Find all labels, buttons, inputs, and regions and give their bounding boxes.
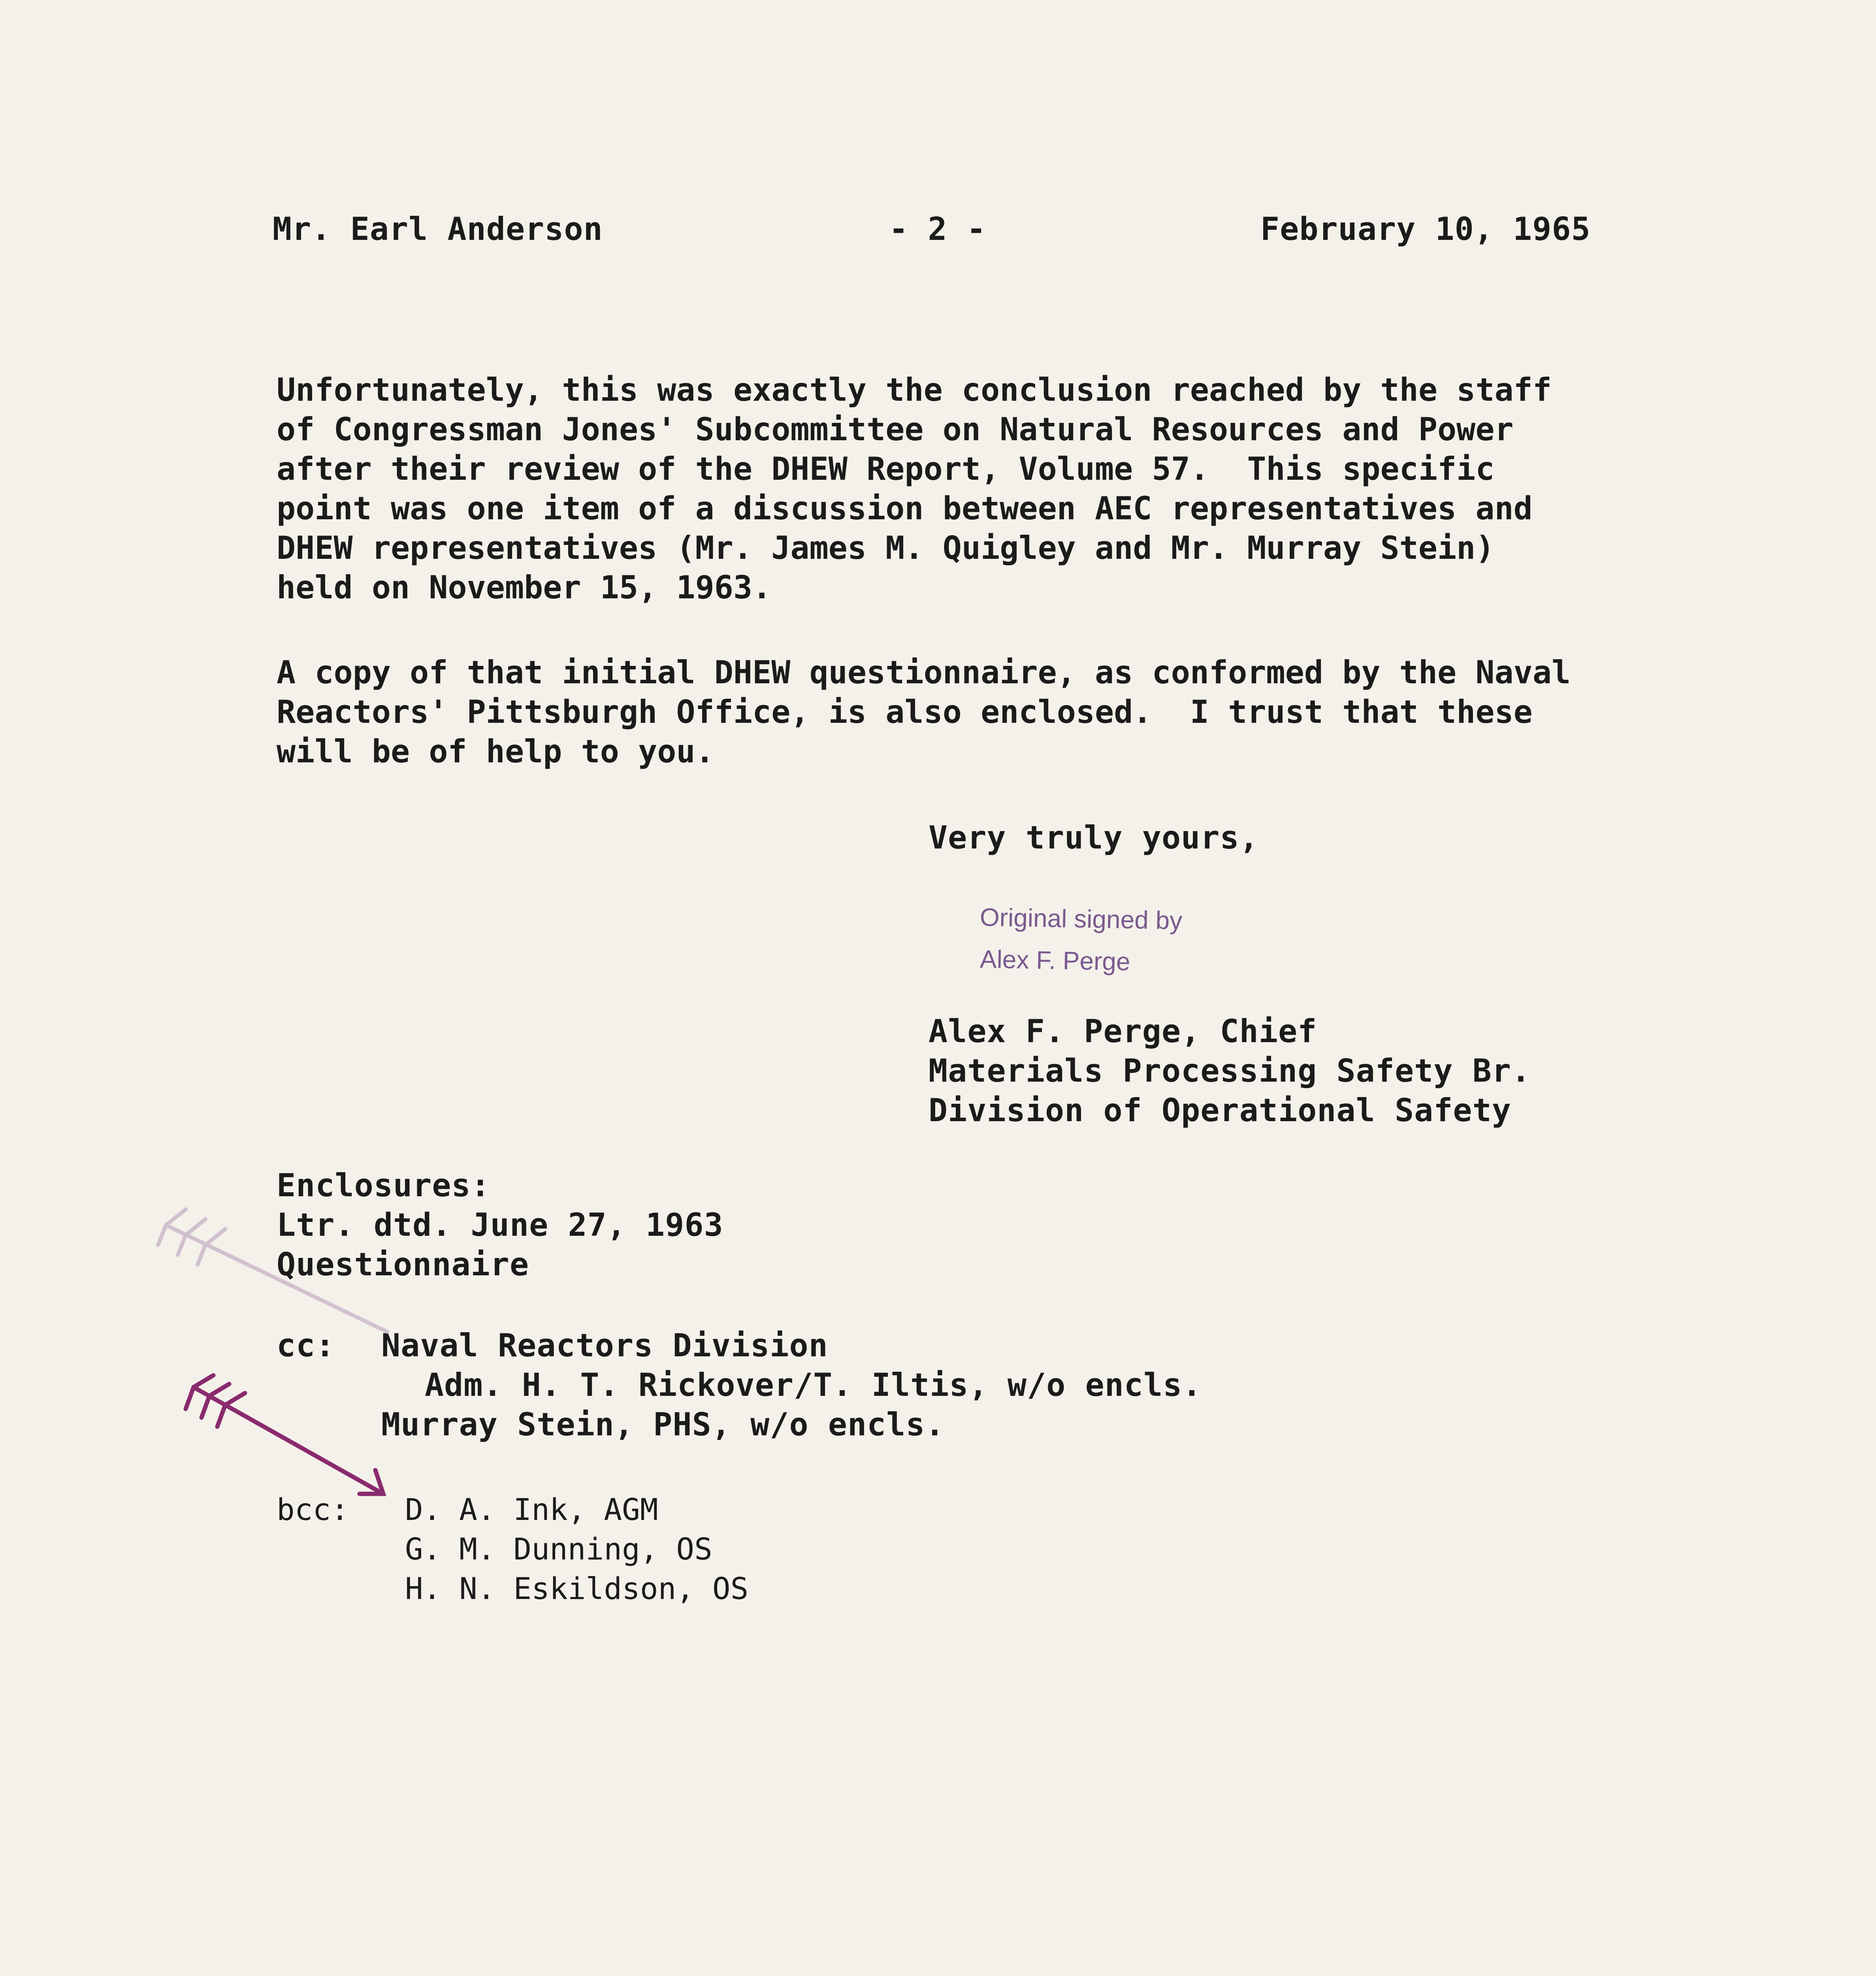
paragraph-line: after their review of the DHEW Report, Volume 57. This specific	[277, 451, 1495, 487]
paragraph-line: point was one item of a discussion between AEC representatives and	[277, 490, 1533, 527]
header-recipient: Mr. Earl Anderson	[273, 211, 603, 247]
signer-name-title: Alex F. Perge, Chief	[929, 1013, 1317, 1050]
closing-salutation: Very truly yours,	[929, 819, 1259, 856]
purple-arrow-icon	[178, 1371, 399, 1514]
enclosure-item: Ltr. dtd. June 27, 1963	[277, 1207, 723, 1243]
signer-branch: Materials Processing Safety Br.	[929, 1052, 1531, 1089]
cc-item: Adm. H. T. Rickover/T. Iltis, w/o encls.	[425, 1367, 1202, 1403]
cc-item: Naval Reactors Division	[381, 1327, 828, 1364]
paragraph-line: held on November 15, 1963.	[277, 569, 772, 606]
paragraph-line: will be of help to you.	[277, 733, 714, 770]
bcc-label: bcc:	[277, 1492, 349, 1527]
paragraph-line: A copy of that initial DHEW questionnaire, as conformed by the Naval	[277, 654, 1571, 691]
enclosure-item: Questionnaire	[277, 1246, 529, 1283]
signature-stamp-line-1: Original signed by	[979, 903, 1183, 935]
paragraph-line: Reactors' Pittsburgh Office, is also enclosed. I trust that these	[277, 694, 1533, 730]
header-page-number: - 2 -	[889, 211, 986, 247]
paragraph-line: DHEW representatives (Mr. James M. Quigley and Mr. Murray Stein)	[277, 530, 1495, 566]
signature-stamp-line-2: Alex F. Perge	[979, 945, 1131, 976]
bcc-item: G. M. Dunning, OS	[405, 1531, 712, 1567]
paragraph-line: of Congressman Jones' Subcommittee on Natural Resources and Power	[277, 411, 1514, 448]
enclosures-label: Enclosures:	[277, 1167, 490, 1204]
bcc-item: H. N. Eskildson, OS	[405, 1571, 749, 1606]
paragraph-line: Unfortunately, this was exactly the conclusion reached by the staff	[277, 371, 1552, 408]
faint-arrow-icon	[142, 1201, 403, 1352]
signer-division: Division of Operational Safety	[929, 1092, 1511, 1129]
cc-label: cc:	[277, 1327, 335, 1364]
bcc-item: D. A. Ink, AGM	[405, 1492, 658, 1527]
header-date: February 10, 1965	[1260, 211, 1591, 247]
body-paragraph-2	[277, 654, 1659, 773]
cc-item: Murray Stein, PHS, w/o encls.	[381, 1406, 945, 1443]
body-paragraph-1	[277, 371, 1659, 609]
